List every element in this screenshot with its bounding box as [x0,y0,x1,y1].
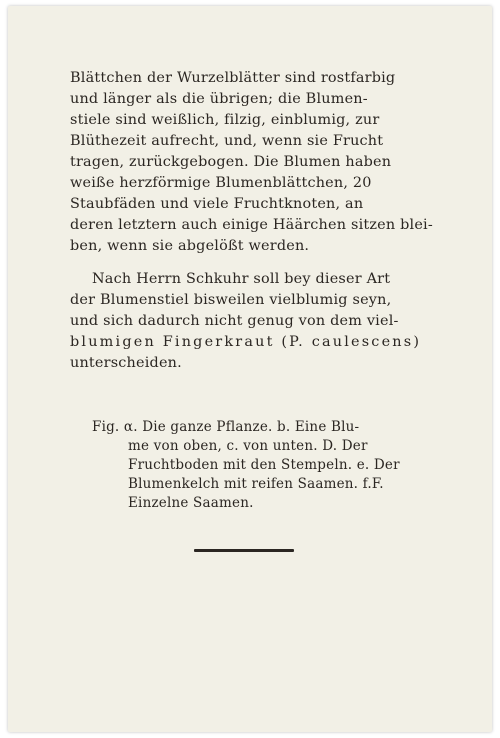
text-line: und länger als die übrigen; die Blumen- [70,91,368,107]
text-line: deren letztern auch einige Häärchen sitzen blei- [70,217,433,233]
caption-line: me von oben, c. von unten. D. Der [128,438,368,454]
text-line: stiele sind weißlich, filzig, einblumig, zur [70,112,380,128]
text-line: und sich dadurch nicht genug von dem viel- [70,313,399,329]
caption-line: Einzelne Saamen. [128,495,254,511]
caption-line: Blumenkelch mit reifen Saamen. f.F. [128,476,384,492]
text-line: Blüthezeit aufrecht, und, wenn sie Frucht [70,133,384,149]
text-line: unterscheiden. [70,355,182,371]
text-line: ben, wenn sie abgelößt werden. [70,238,310,254]
text-line: Nach Herrn Schkuhr soll bey dieser Art [92,271,391,287]
paragraph-description [70,68,456,257]
section-divider [194,549,294,552]
paragraph-schkuhr-note [70,269,456,374]
text-line: tragen, zurückgebogen. Die Blumen haben [70,154,392,170]
caption-line: Fig. α. Die ganze Pflanze. b. Eine Blu- [92,419,360,435]
text-line: der Blumenstiel bisweilen vielblumig seyn, [70,292,392,308]
text-line: blumigen Fingerkraut (P. caulescens) [70,334,422,350]
text-line: Blättchen der Wurzelblätter sind rostfarbig [70,70,396,86]
text-line: weiße herzförmige Blumenblättchen, 20 [70,175,372,191]
figure-caption [92,418,400,513]
text-line: Staubfäden und viele Fruchtknoten, an [70,196,364,212]
caption-line: Fruchtboden mit den Stempeln. e. Der [128,457,400,473]
book-page [8,6,492,732]
